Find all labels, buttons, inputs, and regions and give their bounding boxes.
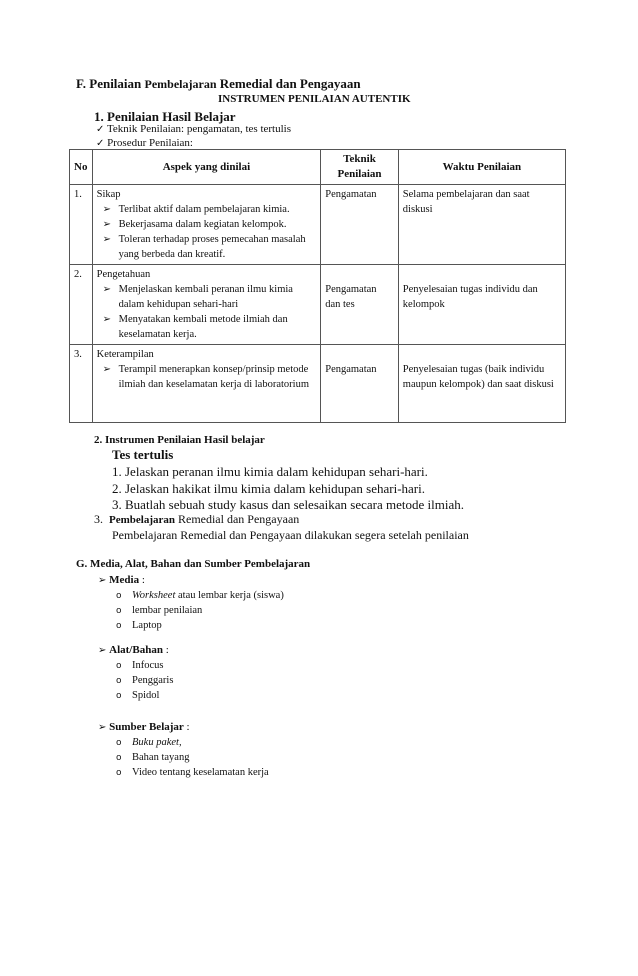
check-text: Teknik Penilaian: pengamatan, tes tertulis xyxy=(106,123,291,135)
header-aspek: Aspek yang dinilai xyxy=(92,150,321,185)
item3-desc: Pembelajaran Remedial dan Pengayaan dilakukan segera setelah penilaian xyxy=(112,528,469,542)
row-waktu: Selama pembelajaran dan saat diskusi xyxy=(398,185,565,265)
row-title: Keterampilan xyxy=(96,349,154,360)
arrow-bullet-icon: ➢ xyxy=(102,234,111,245)
group-media: ➢ Media : xyxy=(98,574,145,586)
table-row xyxy=(70,185,566,265)
heading-mid: Pembelajaran xyxy=(144,77,217,91)
tes-item: 2. Jelaskan hakikat ilmu kimia dalam kehidupan sehari-hari. xyxy=(112,481,425,496)
list-item: o Spidol xyxy=(116,690,160,701)
circle-bullet-icon: o xyxy=(116,691,122,701)
checkmark-icon: ✓ xyxy=(96,124,105,135)
list-item: o Buku paket, xyxy=(116,737,182,748)
arrow-bullet-icon: ➢ xyxy=(102,284,111,295)
check-item-teknik xyxy=(96,123,291,135)
row-waktu: Penyelesaian tugas (baik individu maupun kelompok) dan saat diskusi xyxy=(398,345,565,423)
group-alat-bahan: ➢ Alat/Bahan : xyxy=(98,644,169,656)
list-item: ➢ Menjelaskan kembali peranan ilmu kimia dalam kehidupan sehari-hari xyxy=(102,284,293,310)
list-item: o Penggaris xyxy=(116,675,174,686)
row-number: 3. xyxy=(70,345,93,423)
header-no: No xyxy=(70,150,93,185)
circle-bullet-icon: o xyxy=(116,738,122,748)
arrow-bullet-icon: ➢ xyxy=(98,722,107,733)
item3-number: 3. xyxy=(94,512,103,526)
check-item-prosedur xyxy=(96,137,193,149)
group-label: Alat/Bahan xyxy=(109,644,163,656)
circle-bullet-icon: o xyxy=(116,676,122,686)
list-item: ➢ Bekerjasama dalam kegiatan kelompok. xyxy=(102,219,287,230)
row-teknik: Pengamatan dan tes xyxy=(321,265,399,345)
list-item: o Bahan tayang xyxy=(116,752,190,763)
list-item: ➢ Toleran terhadap proses pemecahan masalah yang berbeda dan kreatif. xyxy=(102,234,306,260)
list-item: o lembar penilaian xyxy=(116,605,203,616)
list-item: o Infocus xyxy=(116,660,164,671)
table-header-row xyxy=(70,150,566,185)
list-item: o Video tentang keselamatan kerja xyxy=(116,767,269,778)
arrow-bullet-icon: ➢ xyxy=(102,204,111,215)
arrow-bullet-icon: ➢ xyxy=(98,645,107,656)
assessment-table xyxy=(69,149,566,423)
item3-bold: Pembelajaran xyxy=(109,514,175,526)
table-row xyxy=(70,345,566,423)
row-title: Pengetahuan xyxy=(96,269,151,280)
row-title: Sikap xyxy=(96,189,121,200)
group-label: Media xyxy=(109,574,140,586)
circle-bullet-icon: o xyxy=(116,768,122,778)
arrow-bullet-icon: ➢ xyxy=(102,314,111,325)
item3-rest: Remedial dan Pengayaan xyxy=(177,512,300,526)
row-aspek xyxy=(92,345,321,423)
header-teknik: Teknik Penilaian xyxy=(321,150,399,185)
list-item: ➢ Menyatakan kembali metode ilmiah dan keselamatan kerja. xyxy=(102,314,288,340)
row-aspek xyxy=(92,185,321,265)
row-number: 2. xyxy=(70,265,93,345)
circle-bullet-icon: o xyxy=(116,661,122,671)
list-item: o Laptop xyxy=(116,620,162,631)
list-item: ➢ Terlibat aktif dalam pembelajaran kimia. xyxy=(102,204,290,215)
group-label: Sumber Belajar xyxy=(109,721,184,733)
tes-item: 1. Jelaskan peranan ilmu kimia dalam kehidupan sehari-hari. xyxy=(112,464,428,479)
list-item: o Worksheet atau lembar kerja (siswa) xyxy=(116,590,284,601)
header-waktu: Waktu Penilaian xyxy=(398,150,565,185)
instrument-title: INSTRUMEN PENILAIAN AUTENTIK xyxy=(218,93,411,105)
circle-bullet-icon: o xyxy=(116,591,122,601)
row-teknik: Pengamatan xyxy=(321,345,399,423)
tes-item: 3. Buatlah sebuah study kasus dan selesaikan secara metode ilmiah. xyxy=(112,497,464,512)
item2-title: 2. Instrumen Penilaian Hasil belajar xyxy=(94,434,265,446)
list-item: ➢ Terampil menerapkan konsep/prinsip metode ilmiah dan keselamatan kerja di laboratorium xyxy=(102,364,309,390)
checkmark-icon: ✓ xyxy=(96,138,105,149)
arrow-bullet-icon: ➢ xyxy=(102,364,111,375)
table-row xyxy=(70,265,566,345)
heading-suffix: Remedial dan Pengayaan xyxy=(219,76,361,91)
row-aspek xyxy=(92,265,321,345)
item3-title xyxy=(94,512,299,527)
row-teknik: Pengamatan xyxy=(321,185,399,265)
row-waktu: Penyelesaian tugas individu dan kelompok xyxy=(398,265,565,345)
section-f-heading xyxy=(76,76,361,92)
circle-bullet-icon: o xyxy=(116,606,122,616)
heading-prefix: F. Penilaian xyxy=(76,76,142,91)
arrow-bullet-icon: ➢ xyxy=(102,219,111,230)
check-text: Prosedur Penilaian: xyxy=(107,137,193,149)
circle-bullet-icon: o xyxy=(116,621,122,631)
group-sumber-belajar: ➢ Sumber Belajar : xyxy=(98,721,190,733)
section-g-heading: G. Media, Alat, Bahan dan Sumber Pembelajaran xyxy=(76,558,311,570)
row-number: 1. xyxy=(70,185,93,265)
item1-title: 1. Penilaian Hasil Belajar xyxy=(94,109,236,124)
arrow-bullet-icon: ➢ xyxy=(98,575,107,586)
tes-title: Tes tertulis xyxy=(112,447,174,462)
circle-bullet-icon: o xyxy=(116,753,122,763)
